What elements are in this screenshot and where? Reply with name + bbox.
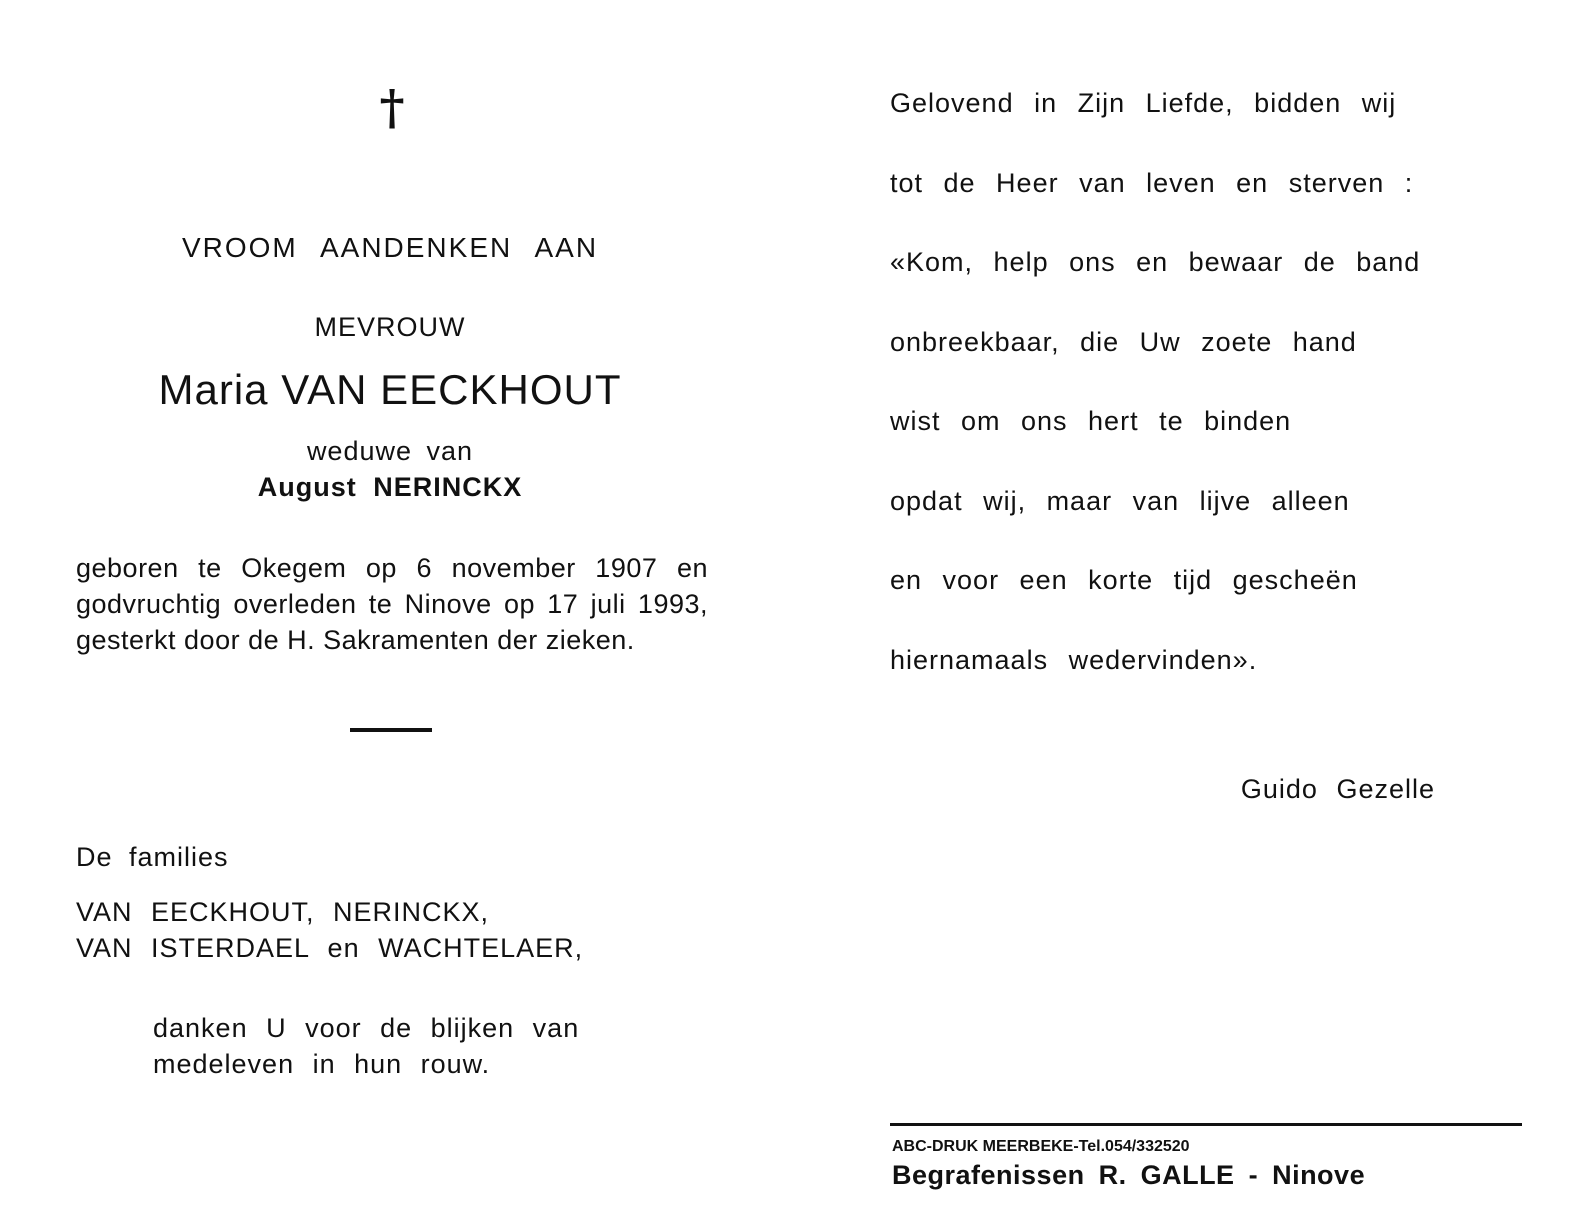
birth-death-paragraph: geboren te Okegem op 6 november 1907 en godvruchtig overleden te Ninove op 17 juli 1993, gesterkt door de H. Sakramenten der zieken. bbox=[76, 553, 708, 655]
poem-line: tot de Heer van leven en sterven : bbox=[890, 167, 1414, 198]
divider bbox=[350, 728, 432, 732]
family-line: VAN ISTERDAEL en WACHTELAER, bbox=[76, 933, 584, 963]
poem-line: wist om ons hert te binden bbox=[890, 406, 1292, 436]
poem-line: onbreekbaar, die Uw zoete hand bbox=[890, 326, 1357, 357]
family-line: VAN EECKHOUT, NERINCKX, bbox=[76, 897, 490, 927]
footer-rule bbox=[890, 1123, 1522, 1126]
poem-author: Guido Gezelle bbox=[1240, 774, 1435, 804]
widow-of-label: weduwe van bbox=[306, 436, 474, 466]
cross-icon: † bbox=[379, 80, 405, 136]
poem-line: «Kom, help ons en bewaar de band bbox=[890, 247, 1421, 277]
thanks-line: medeleven in hun rouw. bbox=[153, 1049, 491, 1079]
honorific: MEVROUW bbox=[314, 312, 466, 342]
families-label: De families bbox=[76, 842, 229, 872]
poem-line: en voor een korte tijd gescheën bbox=[890, 565, 1358, 595]
poem bbox=[890, 84, 1490, 720]
undertaker-credit: Begrafenissen R. GALLE - Ninove bbox=[892, 1160, 1366, 1190]
printer-credit: ABC-DRUK MEERBEKE-Tel.054/332520 bbox=[892, 1138, 1190, 1155]
deceased-name: Maria VAN EECKHOUT bbox=[158, 366, 622, 413]
thanks-text bbox=[153, 1010, 579, 1082]
thanks-line: danken U voor de blijken van bbox=[153, 1013, 580, 1043]
families-list bbox=[76, 894, 583, 966]
poem-line: Gelovend in Zijn Liefde, bidden wij bbox=[890, 88, 1397, 118]
spouse-name: August NERINCKX bbox=[257, 472, 523, 502]
poem-line: hiernamaals wedervinden». bbox=[890, 644, 1258, 675]
memorial-heading: VROOM AANDENKEN AAN bbox=[181, 232, 599, 263]
poem-line: opdat wij, maar van lijve alleen bbox=[890, 485, 1350, 516]
